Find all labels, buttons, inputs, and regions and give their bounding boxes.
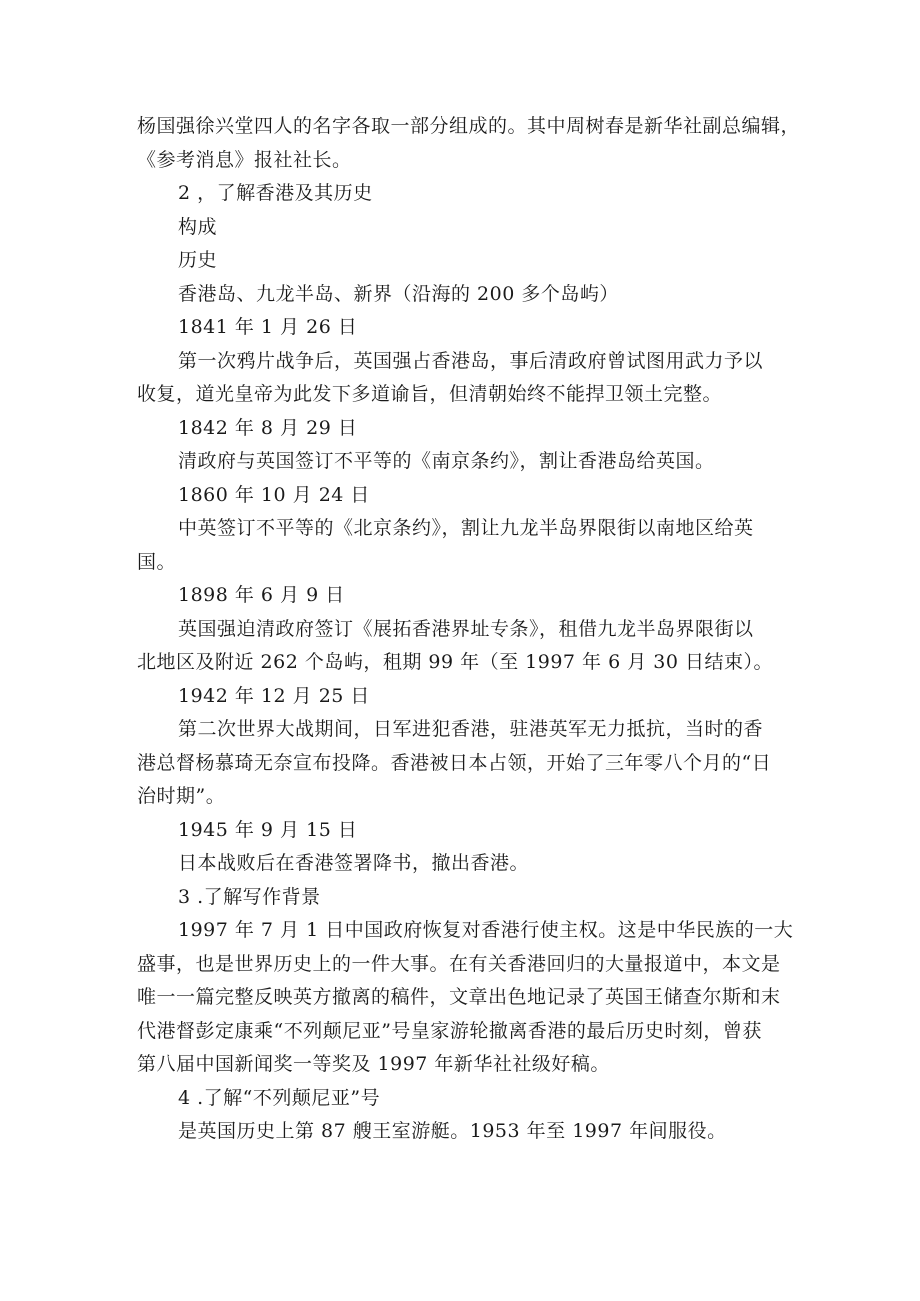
date-line: 1898 年 6 月 9 日: [178, 584, 345, 606]
document-body: [137, 110, 801, 1149]
section-heading: 4 .了解“不列颠尼亚”号: [178, 1086, 381, 1109]
text-line: 港总督杨慕琦无奈宣布投降。香港被日本占领，开始了三年零八个月的“日: [137, 751, 772, 774]
text-line: 香港岛、九龙半岛、新界（沿海的 200 多个岛屿）: [178, 282, 619, 305]
date-line: 1860 年 10 月 24 日: [178, 483, 370, 506]
date-line: 1841 年 1 月 26 日: [178, 316, 358, 338]
date-line: 1945 年 9 月 15 日: [178, 818, 358, 841]
text-line: 收复，道光皇帝为此发下多道谕旨，但清朝始终不能捍卫领土完整。: [137, 383, 723, 405]
text-line: 国。: [137, 550, 177, 573]
text-line: 中英签订不平等的《北京条约》，割让九龙半岛界限街以南地区给英: [178, 517, 754, 539]
section-heading: 2 ，了解香港及其历史: [178, 182, 373, 204]
text-line: 盛事，也是世界历史上的一件大事。在有关香港回归的大量报道中，本文是: [137, 952, 781, 975]
section-heading: 3 .了解写作背景: [178, 885, 321, 908]
date-line: 1942 年 12 月 25 日: [178, 684, 370, 707]
text-line: 历史: [178, 249, 218, 271]
text-line: 1997 年 7 月 1 日中国政府恢复对香港行使主权。这是中华民族的一大: [178, 919, 794, 941]
text-line: 构成: [178, 215, 218, 238]
date-line: 1842 年 8 月 29 日: [178, 416, 358, 439]
text-line: 是英国历史上第 87 艘王室游艇。1953 年至 1997 年间服役。: [178, 1120, 727, 1142]
text-line: 日本战败后在香港签署降书，撤出香港。: [178, 852, 530, 874]
text-line: 第二次世界大战期间，日军进犯香港，驻港英军无力抵抗，当时的香: [178, 718, 764, 740]
text-line: 清政府与英国签订不平等的《南京条约》，割让香港岛给英国。: [178, 450, 715, 472]
text-line: 第一次鸦片战争后，英国强占香港岛，事后清政府曾试图用武力予以: [178, 349, 764, 372]
text-line: 唯一一篇完整反映英方撤离的稿件，文章出色地记录了英国王储查尔斯和末: [137, 986, 781, 1008]
text-line: 《参考消息》报社社长。: [137, 148, 352, 171]
text-line: 英国强迫清政府签订《展拓香港界址专条》，租借九龙半岛界限街以: [178, 617, 754, 640]
text-line: 第八届中国新闻奖一等奖及 1997 年新华社社级好稿。: [137, 1053, 610, 1075]
text-line: 杨国强徐兴堂四人的名字各取一部分组成的。其中周树春是新华社副总编辑，: [137, 115, 801, 137]
text-line: 治时期”。: [137, 785, 226, 807]
text-line: 北地区及附近 262 个岛屿，租期 99 年（至 1997 年 6 月 30 日结束）。: [137, 651, 773, 673]
text-line: 代港督彭定康乘“不列颠尼亚”号皇家游轮撤离香港的最后历史时刻，曾获: [137, 1019, 762, 1042]
